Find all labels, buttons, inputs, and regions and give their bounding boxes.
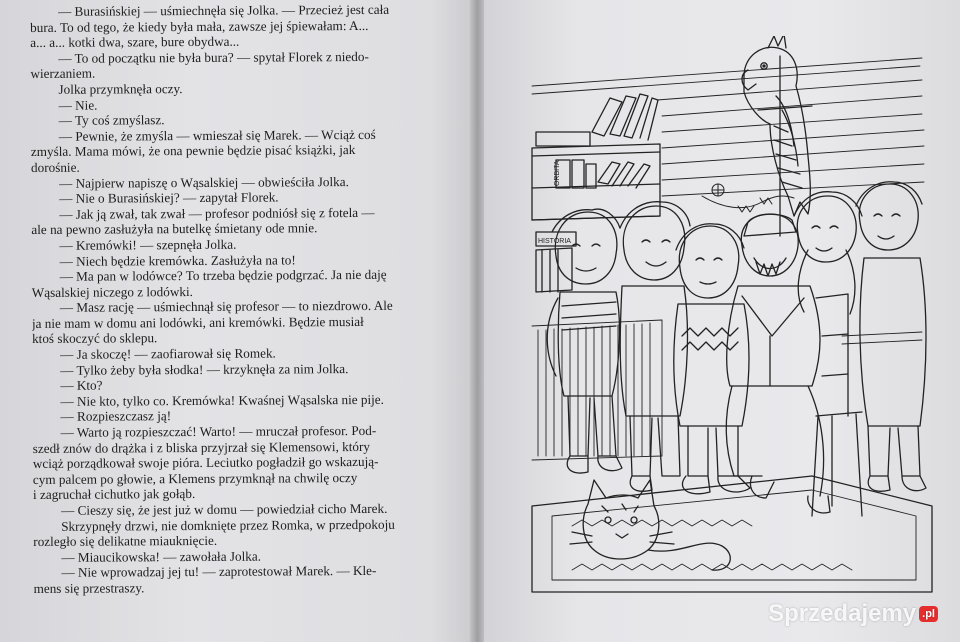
- watermark-text: Sprzedajemy: [768, 600, 917, 627]
- text-line: — Ma pan w lodówce? To trzeba będzie podgrzać. Ja nie daję: [59, 266, 387, 284]
- children-group: [547, 182, 926, 516]
- text-line: szedł znów do drążka i z bliska przyjrzał się Klemensowi, który: [32, 438, 371, 456]
- text-line: Wąsalskiej niczego z lodówki.: [31, 283, 193, 300]
- text-line: i zagruchał cichutko jak gołąb.: [32, 486, 196, 503]
- text-line: — Cieszy się, że jest już w domu — powiedział cicho Marek.: [61, 500, 388, 518]
- text-line: — Warto ją rozpieszczać! Warto! — mruczał profesor. Pod-: [60, 422, 377, 440]
- book-label-orbita: ORBITA: [554, 160, 561, 186]
- text-line: — Nie.: [58, 97, 98, 113]
- text-line: — To od początku nie była bura? — spytał Florek z niedo-: [58, 48, 369, 66]
- rug-drawing: [532, 476, 932, 592]
- text-line: bura. To od tego, że kiedy była mała, zawsze jej śpiewałam: A...: [30, 17, 369, 35]
- text-line: rozległo się delikatne miauknięcie.: [33, 533, 218, 550]
- text-line: — Nie wprowadzaj jej tu! — zaprotestował Marek. — Kle-: [61, 563, 377, 581]
- text-line: — Ja skoczę! — zaofiarował się Romek.: [60, 345, 276, 362]
- text-line: dorośnie.: [30, 159, 80, 175]
- text-line: wciąż porządkował swoje pióra. Leciutko pogładził go wskazują-: [32, 454, 379, 472]
- text-line: Skrzypnęły drzwi, nie domknięte przez Romka, w przedpokoju: [61, 516, 395, 534]
- page-text: [30, 1, 466, 596]
- text-line: — Kremówki! — szepnęła Jolka.: [59, 236, 237, 253]
- text-line: ktoś skoczyć do sklepu.: [32, 330, 158, 347]
- text-line: — Nie kto, tylko co. Kremówka! Kwaśnej Wąsalska nie pije.: [60, 391, 384, 409]
- wall-hatching: [532, 58, 924, 196]
- text-line: — Najpierw napiszę o Wąsalskiej — obwieściła Jolka.: [59, 173, 349, 191]
- watermark: [768, 600, 938, 628]
- text-line: — Miaucikowska! — zawołała Jolka.: [61, 548, 262, 565]
- text-line: a... a... kotki dwa, szare, bure obydwa...: [30, 33, 240, 51]
- text-line: — Pewnie, że zmyśla — wmieszał się Marek. — Wciąż coś: [58, 126, 376, 144]
- text-line: — Nie o Burasińskiej? — zapytał Florek.: [59, 189, 279, 206]
- text-line: — Kto?: [60, 377, 103, 394]
- left-page: [0, 0, 478, 642]
- text-line: — Jak ją zwał, tak zwał — profesor podniósł się z fotela —: [59, 204, 375, 222]
- illustration: [512, 36, 952, 596]
- text-line: zmyśla. Mama mówi, że ona pewnie będzie pisać książki, jak: [30, 142, 356, 160]
- watermark-badge: .pl: [919, 606, 938, 622]
- text-line: — Ty coś zmyślasz.: [58, 112, 165, 128]
- text-line: ja nie mam w domu ani lodówki, ani kremówki. Będzie musiał: [31, 313, 364, 331]
- bookshelf-drawing: [532, 94, 660, 292]
- text-line: mens się przestraszy.: [33, 580, 145, 596]
- text-line: — Tylko żeby była słodka! — krzyknęła za nim Jolka.: [60, 360, 349, 378]
- text-line: — Burasińskiej — uśmiechnęła się Jolka. — Przecież jest cała: [57, 1, 390, 19]
- text-line: cym palcem po głowie, a Klemens przymknął na chwilę oczy: [32, 469, 358, 487]
- book-label-historia: HISTORIA: [538, 238, 571, 245]
- text-line: wierzaniem.: [30, 65, 96, 82]
- text-line: ale na pewno zasłużyła na butelkę śmietany ode mnie.: [31, 220, 318, 238]
- text-line: — Rozpieszczasz ją!: [60, 408, 172, 425]
- text-line: — Masz rację — uśmiechnął się profesor — to niezdrowo. Ale: [59, 298, 393, 316]
- text-line: — Niech będzie kremówka. Zasłużyła na to!: [59, 251, 296, 269]
- text-line: Jolka przymknęła oczy.: [58, 81, 183, 97]
